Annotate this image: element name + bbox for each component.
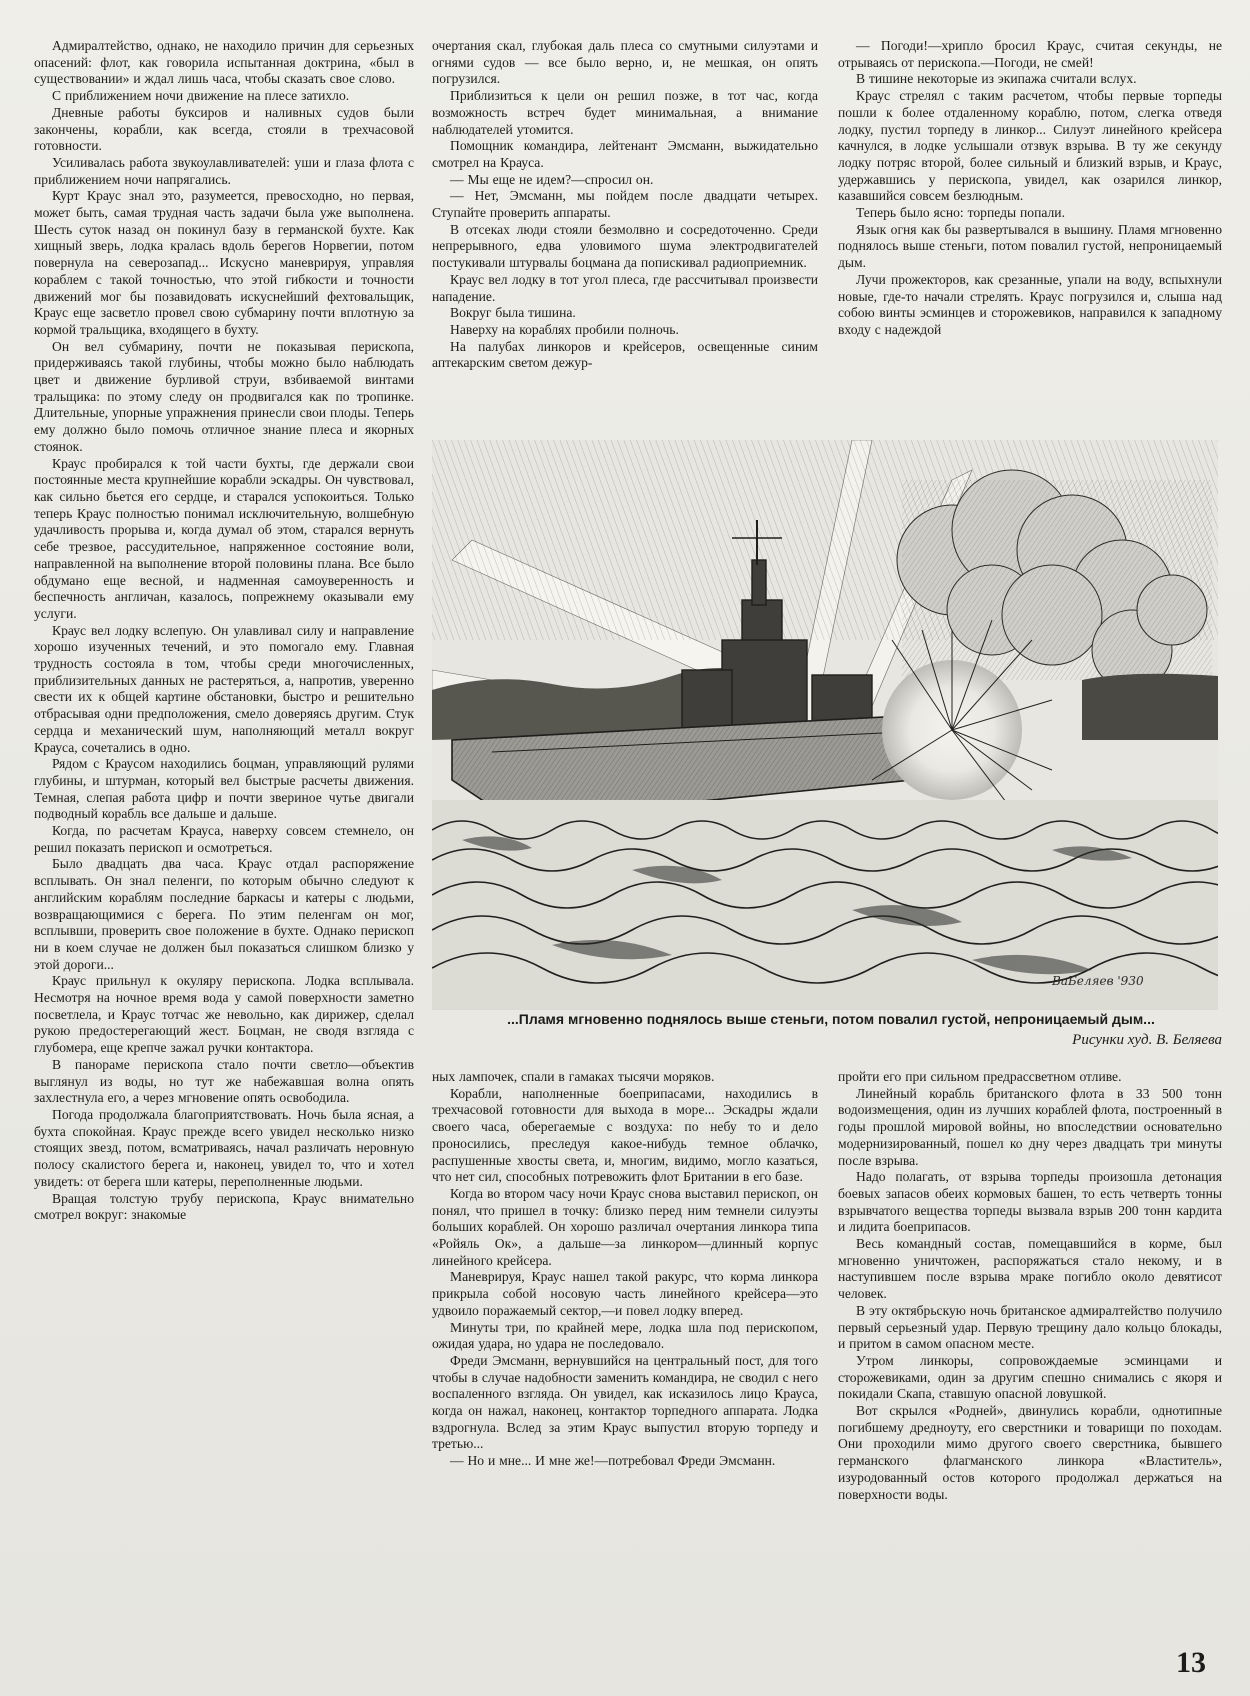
article-paragraph: Помощник командира, лейтенант Эмсманн, выжидательно смотрел на Крауса.: [432, 138, 818, 170]
article-paragraph: Вокруг была тишина.: [450, 305, 576, 321]
article-paragraph: Наверху на кораблях пробили полночь.: [450, 321, 679, 337]
article-paragraph: Он вел субмарину, почти не показывая перископа, придерживаясь такой глубины, чтобы можно было наблюдать цвет и движение бурливой струи, взбиваемой винтами тральщика: по этому следу он продвигался как по тропинке. Длительные, упорные упражнения принесли свои плоды. Теперь ему должно было помочь отличное знание плеса и якорных стоянок.: [34, 338, 414, 454]
article-paragraph: — Мы еще не идем?—спросил он.: [450, 171, 654, 187]
article-paragraph: Краус прильнул к окуляру перископа. Лодка всплывала. Несмотря на ночное время вода у самой поверхности заметно посветлела, и Краус тотчас же невольно, как дирижер, сделал рукою предостерегающий жест. Боцман, не сводя взгляда с глубомера, еще крепче зажал ручки контактора.: [34, 973, 414, 1056]
illustration-credit: Рисунки худ. В. Беляева: [1072, 1032, 1222, 1048]
article-paragraph: Маневрируя, Краус нашел такой ракурс, что корма линкора прикрыла собой носовую часть линейного крейсера—это удвоило поражаемый сектор,—и повел лодку вперед.: [432, 1269, 818, 1318]
article-paragraph: Вращая толстую трубу перископа, Краус внимательно смотрел вокруг: знакомые: [34, 1190, 414, 1223]
article-paragraph: Минуты три, по крайней мере, лодка шла под перископом, ожидая удара, но удара не последовало.: [432, 1319, 818, 1352]
article-paragraph: В эту октябрьскую ночь британское адмиралтейство получило первый серьезный удар. Первую трещину дало кольцо блокады, и притом в самом опасном месте.: [838, 1302, 1222, 1352]
article-paragraph: очертания скал, глубокая даль плеса со смутными силуэтами и огнями судов — все было верно, и, не мешкая, он опять погрузился.: [432, 38, 818, 87]
article-paragraph: — Нет, Эмсманн, мы пойдем после двадцати четырех. Ступайте проверить аппараты.: [432, 188, 818, 221]
article-paragraph: Рядом с Краусом находились боцман, управляющий рулями глубины, и штурман, который вел быстрые расчеты движения. Темная, слепая работа цифр и почти звериное чутье двигали подводный корабль все дальше и дальше.: [34, 756, 414, 822]
article-paragraph: Утром линкоры, сопровождаемые эсминцами и сторожевиками, один за другим спешно снимались с якоря и покидали Скапа, ставшую опасной ловушкой.: [838, 1352, 1222, 1402]
article-paragraph: В панораме перископа стало почти светло—объектив выглянул из воды, но тут же набежавшая волна опять захлестнула его, а через мгновение опять освободила.: [34, 1056, 414, 1106]
article-paragraph: — Погоди!—хрипло бросил Краус, считая секунды, не отрываясь от перископа.—Погоди, не смей!: [838, 38, 1222, 70]
article-paragraph: — Но и мне... И мне же!—потребовал Фреди Эмсманн.: [450, 1453, 776, 1469]
article-paragraph: Когда, по расчетам Крауса, наверху совсем стемнело, он решил показать перископ и осмотреться.: [34, 823, 414, 855]
column-middle-top: [432, 38, 818, 436]
article-paragraph: На палубах линкоров и крейсеров, освещенные синим аптекарским светом дежур-: [432, 338, 818, 371]
article-paragraph: Корабли, наполненные боеприпасами, находились в трехчасовой готовности для выхода в море... Эскадры ждали своего часа, оберегаемые с воздуха: по небу то и дело проносились, преследуя какое-нибудь темное облачко, распушенные хвосты света, и, многим, видимо, могло казаться, что нет сил, способных потревожить флот Британии в его базе.: [432, 1085, 818, 1185]
illustration-drawing: [432, 440, 1218, 1010]
column-left: [34, 38, 414, 1638]
article-paragraph: Теперь было ясно: торпеды попали.: [856, 205, 1065, 221]
article-paragraph: В тишине некоторые из экипажа считали вслух.: [856, 71, 1137, 87]
article-paragraph: ных лампочек, спали в гамаках тысячи моряков.: [432, 1069, 715, 1084]
column-right-top: [838, 38, 1222, 436]
article-paragraph: Надо полагать, от взрыва торпеды произошла детонация боевых запасов обеих кормовых башен, то есть четверть тонны взрывчатого вещества торпеды вызвала взрыв 200 тонн кардита и лидита боеприпасов.: [838, 1169, 1222, 1235]
article-paragraph: Язык огня как бы развертывался в вышину. Пламя мгновенно поднялось выше стеньги, потом повалил густой, непроницаемый дым.: [838, 221, 1222, 271]
article-paragraph: Весь командный состав, помещавшийся в корме, был мгновенно уничтожен, распоряжаться стало некому, и в наступившем после взрыва мраке погибло около девятисот человек.: [838, 1236, 1222, 1302]
article-paragraph: Краус вел лодку в тот угол плеса, где рассчитывал произвести нападение.: [432, 271, 818, 304]
article-paragraph: Краус стрелял с таким расчетом, чтобы первые торпеды пошли к более отдаленному кораблю, потом, слегка отведя лодку, пустил торпеду в линкор... Силуэт линейного крейсера качнулся, в лодке услышали отзвук взрыва. В ту же секунду лодку потряс второй, более сильный и близкий взрыв, и Краус, удержавшись у перископа, увидел, как озарился линкор, казавшийся совсем безлюдным.: [838, 88, 1222, 204]
page-number: 13: [1176, 1646, 1206, 1679]
article-paragraph: Погода продолжала благоприятствовать. Ночь была ясная, а бухта спокойная. Краус прежде всего увидел несколько низко стоящих звезд, потом, всматриваясь, начал различать неровную полосу скалистого берега и, наконец, увидел то, что и хотел увидеть: от берега шли катеры, переполненные людьми.: [34, 1107, 414, 1189]
column-middle-bottom: [432, 1069, 818, 1643]
illustration-caption: ...Пламя мгновенно поднялось выше стеньги, потом повалил густой, непроницаемый дым...: [507, 1011, 1155, 1027]
article-paragraph: Усиливалась работа звукоулавливателей: уши и глаза флота с приближением ночи напрягались.: [34, 154, 414, 187]
article-paragraph: Краус пробирался к той части бухты, где держали свои постоянные места крупнейшие корабли эскадры. Он чувствовал, как сильно бьется его сердце, и старался успокоиться. Только теперь Краус полностью понимал исключительную, волшебную удачливость прорыва и, когда думал об этом, старался вернуть себе трезвое, рассудительное, напряженное состояние воли, направленной на выполнение второй половины плана. Все было обдумано еще весной, и надменная самоуверенность и беспечность англичан, казалось, попрежнему оказывали ему услуги.: [34, 455, 414, 621]
battleship-explosion-illustration: [432, 440, 1218, 1010]
article-paragraph: Вот скрылся «Родней», двинулись корабли, однотипные погибшему дредноуту, его сверстники и товарищи по походам. Они проходили мимо другого своего сверстника, бывшего германского флагманского линкора «Властитель», изуродованный остов которого продолжал держаться на поверхности воды.: [838, 1403, 1222, 1502]
article-paragraph: Курт Краус знал это, разумеется, превосходно, но первая, может быть, самая трудная часть задачи была уже выполнена. Шесть суток назад он покинул базу в германской бухте. Как хищный зверь, лодка кралась вдоль берегов Норвегии, потом повернула на северозапад... Искусно маневрируя, управляя кораблем с такой точностью, что этой гибкости и точности движений мог бы позавидовать искуснейший фехтовальщик, Краус еще засветло провел свою субмарину почти вплотную за кормой тральщика, входящего в бухту.: [34, 188, 414, 337]
article-paragraph: Линейный корабль британского флота в 33 500 тонн водоизмещения, один из лучших кораблей флота, построенный в годы прошлой мировой войны, но впоследствии основательно модернизированный, пошел ко дну через двадцать три минуты после взрыва.: [838, 1085, 1222, 1168]
article-paragraph: Было двадцать два часа. Краус отдал распоряжение всплывать. Он знал пеленги, по которым обычно следуют к английским кораблям последние баркасы и катеры с людьми, возвращающимися с берега. По этим пеленгам он мог, всплывши, проверить свое положение в бухте. Однако перископ ни в коем случае не должен был показаться слишком близко у этой дороги...: [34, 856, 414, 972]
article-paragraph: Дневные работы буксиров и наливных судов были закончены, корабли, как всегда, стояли в трехчасовой готовности.: [34, 104, 414, 154]
svg-text:ВаБеляев '930: ВаБеляев '930: [1052, 974, 1144, 988]
article-paragraph: Адмиралтейство, однако, не находило причин для серьезных опасений: флот, как говорила испытанная доктрина, «был в существовании» и ждал лишь часа, чтобы сказать свое слово.: [34, 38, 414, 87]
article-paragraph: Лучи прожекторов, как срезанные, упали на воду, вспыхнули новые, где-то начали стрелять. Краус погрузился и, слыша над собою винты эсминцев и сторожевиков, направился к западному входу с надеждой: [838, 271, 1222, 337]
article-paragraph: Фреди Эмсманн, вернувшийся на центральный пост, для того чтобы в случае надобности заменить командира, не сводил с него воспаленного взгляда. Он увидел, как исказилось лицо Крауса, когда он нажал, наконец, контактор торпедного аппарата. Лодка вздрогнула. Вслед за этим Краус выпустил вторую торпеду и третью...: [432, 1352, 818, 1452]
article-paragraph: Краус вел лодку вслепую. Он улавливал силу и направление хорошо изученных течений, и это помогало ему. Главная трудность состояла в том, чтобы среди многочисленных, приблизительных данных не растеряться, а, напротив, уверенно свести их к общей картине обстановки, быстро и решительно отбрасывая одни предположения, смело доверяясь другим. Стук сердца и механический шум, наполняющий металл вокруг Крауса, сочетались в одно.: [34, 622, 414, 755]
column-right-bottom: [838, 1069, 1222, 1643]
article-paragraph: В отсеках люди стояли безмолвно и сосредоточенно. Среди непрерывного, едва уловимого шума электродвигателей постукивали штурвалы боцмана да попискивал радиоприемник.: [432, 221, 818, 271]
article-paragraph: С приближением ночи движение на плесе затихло.: [52, 88, 350, 104]
article-paragraph: Приблизиться к цели он решил позже, в тот час, когда возможность встреч будет минимальная, а внимание наблюдателей утомится.: [432, 88, 818, 137]
article-paragraph: Когда во втором часу ночи Краус снова выставил перископ, он понял, что пришел в точку: близко перед ним темнели силуэты больших кораблей. Он хорошо различал очертания линкора типа «Ройяль Ок», а дальше—за линкором—длинный корпус линейного крейсера.: [432, 1185, 818, 1268]
article-paragraph: пройти его при сильном предрассветном отливе.: [838, 1069, 1122, 1084]
